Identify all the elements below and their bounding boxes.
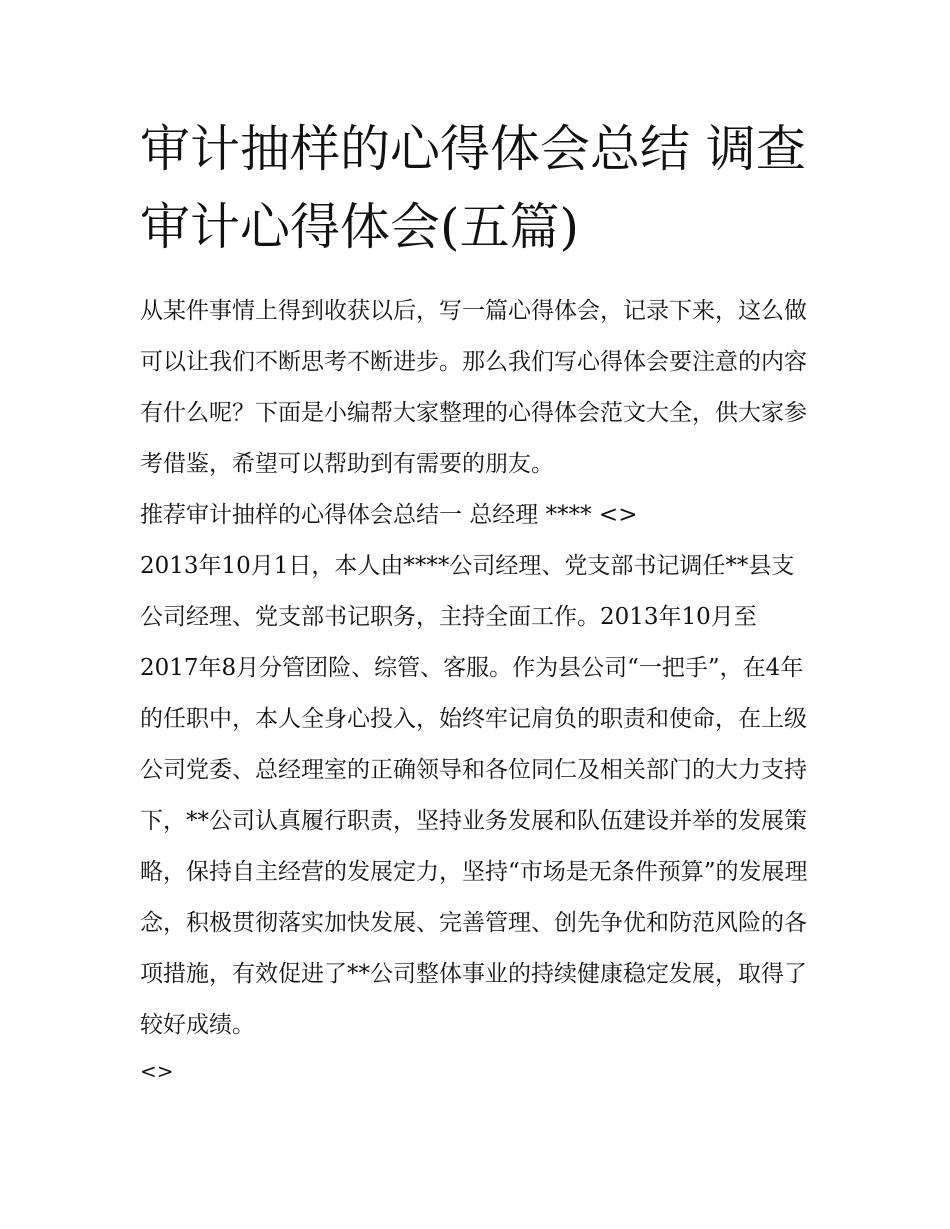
section-heading: 推荐审计抽样的心得体会总结一 总经理 **** <>: [140, 502, 638, 528]
document-title: 审计抽样的心得体会总结 调查审计心得体会(五篇): [140, 120, 806, 256]
body-paragraph: 2013年10月1日，本人由****公司经理、党支部书记调任**县支公司经理、党支部书记职务，主持全面工作。2013年10月至2017年8月分管团险、综管、客服。作为县公司“一把手”，在4年的任职中，本人全身心投入，始终牢记肩负的职责和使命，在上级公司党委、总经理室的正确领导和各位同仁及相关部门的大力支持下，**公司认真履行职责，坚持业务发展和队伍建设并举的发展策略，保持自主经营的发展定力，坚持“市场是无条件预算”的发展理念，积极贯彻落实加快发展、完善管理、创先争优和防范风险的各项措施，有效促进了**公司整体事业的持续健康稳定发展，取得了较好成绩。: [140, 553, 808, 1038]
intro-paragraph: 从某件事情上得到收获以后，写一篇心得体会，记录下来，这么做可以让我们不断思考不断进步。那么我们写心得体会要注意的内容有什么呢？下面是小编帮大家整理的心得体会范文大全，供大家参考借鉴，希望可以帮助到有需要的朋友。: [140, 298, 807, 477]
end-marker: <>: [140, 1059, 174, 1083]
document-content: [140, 110, 812, 1091]
